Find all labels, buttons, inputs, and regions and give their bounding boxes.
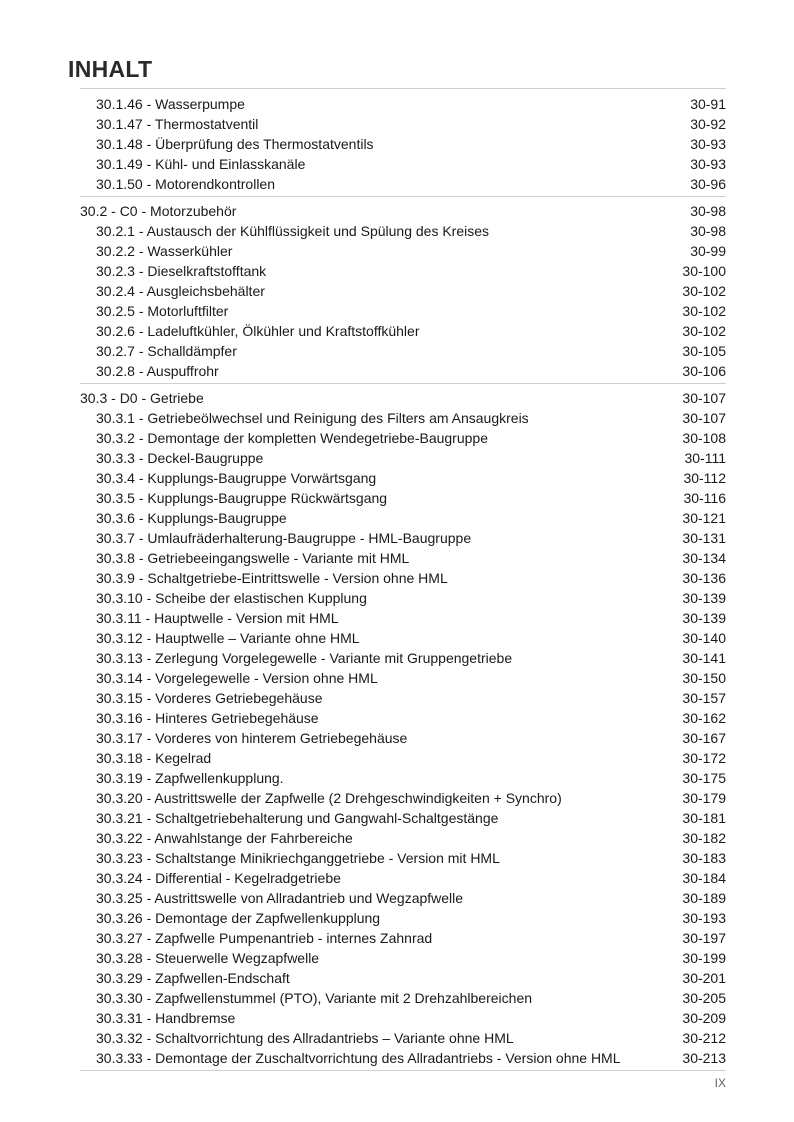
toc-entry[interactable] (80, 341, 726, 361)
toc-entry[interactable] (80, 528, 726, 548)
toc-entry[interactable] (80, 361, 726, 381)
toc-entry-title: 30.2.7 - Schalldämpfer (96, 343, 237, 359)
toc-entry[interactable] (80, 728, 726, 748)
toc-entry-page: 30-139 (682, 590, 726, 606)
toc-entry[interactable] (80, 968, 726, 988)
toc-entry-page: 30-102 (682, 283, 726, 299)
toc-entry[interactable] (80, 948, 726, 968)
toc-entry-page: 30-199 (682, 950, 726, 966)
toc-entry-page: 30-193 (682, 910, 726, 926)
toc-entry-title: 30.3.19 - Zapfwellenkupplung. (96, 770, 284, 786)
toc-entry[interactable] (80, 321, 726, 341)
toc-entry[interactable] (80, 468, 726, 488)
toc-entry-title: 30.3.23 - Schaltstange Minikriechganggetriebe - Version mit HML (96, 850, 500, 866)
toc-entry[interactable] (80, 301, 726, 321)
toc-entry[interactable] (80, 261, 726, 281)
toc-entry-page: 30-121 (682, 510, 726, 526)
toc-entry-page: 30-102 (682, 303, 726, 319)
toc-entry[interactable] (80, 808, 726, 828)
toc-entry-page: 30-105 (682, 343, 726, 359)
toc-entry-title: 30.3.30 - Zapfwellenstummel (PTO), Variante mit 2 Drehzahlbereichen (96, 990, 533, 1006)
toc-entry-page: 30-136 (682, 570, 726, 586)
toc-entry-title: 30.3.28 - Steuerwelle Wegzapfwelle (96, 950, 320, 966)
toc-entry[interactable] (80, 1048, 726, 1068)
toc-entry-page: 30-141 (682, 650, 726, 666)
toc-entry-title: 30.3.5 - Kupplungs-Baugruppe Rückwärtsgang (96, 490, 388, 506)
toc-entry-title: 30.3.3 - Deckel-Baugruppe (96, 450, 264, 466)
toc-entry-page: 30-197 (682, 930, 726, 946)
toc-entry-title: 30.1.48 - Überprüfung des Thermostatventils (96, 136, 374, 152)
toc-entry-page: 30-157 (682, 690, 726, 706)
toc-entry-page: 30-183 (682, 850, 726, 866)
toc-entry-title: 30.2.6 - Ladeluftkühler, Ölkühler und Kraftstoffkühler (96, 323, 420, 339)
toc-entry-page: 30-131 (682, 530, 726, 546)
toc-entry[interactable] (80, 428, 726, 448)
toc-entry-page: 30-92 (690, 116, 726, 132)
toc-entry-title: 30.3.26 - Demontage der Zapfwellenkupplung (96, 910, 381, 926)
toc-entry-title: 30.1.50 - Motorendkontrollen (96, 176, 275, 192)
toc-entry-title: 30.3.13 - Zerlegung Vorgelegewelle - Variante mit Gruppengetriebe (96, 650, 513, 666)
toc-entry-title: 30.2.4 - Ausgleichsbehälter (96, 283, 265, 299)
toc-entry-title: 30.3.20 - Austrittswelle der Zapfwelle (2 Drehgeschwindigkeiten + Synchro) (96, 790, 562, 806)
toc-entry[interactable] (80, 888, 726, 908)
toc-entry-page: 30-107 (682, 390, 726, 406)
toc-entry-page: 30-116 (683, 490, 726, 506)
toc-entry-page: 30-201 (682, 970, 726, 986)
page-title: INHALT (68, 56, 153, 82)
toc-entry[interactable] (80, 488, 726, 508)
toc-entry[interactable] (80, 548, 726, 568)
toc-entry[interactable] (80, 1028, 726, 1048)
toc-section (80, 197, 726, 384)
toc-entry[interactable] (80, 1008, 726, 1028)
toc-entry[interactable] (80, 408, 726, 428)
toc-entry-page: 30-139 (682, 610, 726, 626)
toc-entry-title: 30.2 - C0 - Motorzubehör (80, 203, 237, 219)
toc-entry-title: 30.3.12 - Hauptwelle – Variante ohne HML (96, 630, 360, 646)
toc-entry-page: 30-140 (682, 630, 726, 646)
toc-entry[interactable] (80, 174, 726, 194)
toc-entry-title: 30.3.7 - Umlaufräderhalterung-Baugruppe - HML-Baugruppe (96, 530, 472, 546)
toc-entry-title: 30.3 - D0 - Getriebe (80, 390, 204, 406)
toc-entry-page: 30-98 (690, 223, 726, 239)
toc-entry-title: 30.3.33 - Demontage der Zuschaltvorrichtung des Allradantriebs - Version ohne HML (96, 1050, 621, 1066)
toc-entry[interactable] (80, 928, 726, 948)
toc-entry[interactable] (80, 281, 726, 301)
toc-entry-title: 30.3.6 - Kupplungs-Baugruppe (96, 510, 287, 526)
toc-entry-page: 30-112 (683, 470, 726, 486)
toc-entry-page: 30-96 (690, 176, 726, 192)
toc-entry-title: 30.3.8 - Getriebeeingangswelle - Variante mit HML (96, 550, 410, 566)
toc-entry-page: 30-162 (682, 710, 726, 726)
toc-entry[interactable] (80, 868, 726, 888)
toc-entry[interactable] (80, 828, 726, 848)
toc-entry-title: 30.3.22 - Anwahlstange der Fahrbereiche (96, 830, 353, 846)
toc-entry-page: 30-106 (682, 363, 726, 379)
toc-entry[interactable] (80, 448, 726, 468)
toc-entry[interactable] (80, 608, 726, 628)
toc-entry-page: 30-100 (682, 263, 726, 279)
page-number: IX (714, 1076, 726, 1090)
toc-entry-title: 30.3.16 - Hinteres Getriebegehäuse (96, 710, 319, 726)
toc-entry[interactable] (80, 628, 726, 648)
toc-entry-title: 30.3.4 - Kupplungs-Baugruppe Vorwärtsgang (96, 470, 377, 486)
toc-entry[interactable] (80, 568, 726, 588)
table-of-contents (80, 88, 726, 1071)
toc-section (80, 89, 726, 197)
toc-entry[interactable] (80, 588, 726, 608)
toc-entry-title: 30.3.32 - Schaltvorrichtung des Allradantriebs – Variante ohne HML (96, 1030, 514, 1046)
toc-entry-title: 30.2.1 - Austausch der Kühlflüssigkeit und Spülung des Kreises (96, 223, 490, 239)
toc-entry-title: 30.3.21 - Schaltgetriebehalterung und Gangwahl-Schaltgestänge (96, 810, 499, 826)
toc-entry-title: 30.3.10 - Scheibe der elastischen Kupplung (96, 590, 367, 606)
toc-entry-page: 30-98 (690, 203, 726, 219)
toc-entry-page: 30-181 (682, 810, 726, 826)
toc-entry-title: 30.1.46 - Wasserpumpe (96, 96, 245, 112)
toc-entry-title: 30.3.29 - Zapfwellen-Endschaft (96, 970, 290, 986)
toc-entry[interactable] (80, 988, 726, 1008)
toc-entry-title: 30.3.11 - Hauptwelle - Version mit HML (96, 610, 339, 626)
toc-entry-title: 30.2.2 - Wasserkühler (96, 243, 233, 259)
toc-entry-title: 30.3.1 - Getriebeölwechsel und Reinigung des Filters am Ansaugkreis (96, 410, 529, 426)
toc-entry-page: 30-179 (682, 790, 726, 806)
toc-entry-title: 30.3.25 - Austrittswelle von Allradantrieb und Wegzapfwelle (96, 890, 464, 906)
toc-entry-page: 30-91 (690, 96, 726, 112)
toc-entry-page: 30-93 (690, 156, 726, 172)
toc-entry-page: 30-150 (682, 670, 726, 686)
toc-entry-title: 30.3.14 - Vorgelegewelle - Version ohne HML (96, 670, 378, 686)
toc-entry[interactable] (80, 788, 726, 808)
toc-section (80, 384, 726, 1071)
toc-entry-title: 30.2.3 - Dieselkraftstofftank (96, 263, 267, 279)
toc-entry[interactable] (80, 134, 726, 154)
toc-entry-title: 30.2.8 - Auspuffrohr (96, 363, 219, 379)
toc-entry-page: 30-189 (682, 890, 726, 906)
toc-entry[interactable] (80, 241, 726, 261)
toc-entry[interactable] (80, 688, 726, 708)
toc-entry-page: 30-172 (682, 750, 726, 766)
toc-section-heading[interactable] (80, 388, 726, 408)
toc-entry[interactable] (80, 708, 726, 728)
toc-entry-page: 30-209 (682, 1010, 726, 1026)
toc-entry-title: 30.3.31 - Handbremse (96, 1010, 236, 1026)
toc-entry-page: 30-184 (682, 870, 726, 886)
toc-entry[interactable] (80, 648, 726, 668)
toc-entry[interactable] (80, 848, 726, 868)
toc-entry[interactable] (80, 154, 726, 174)
toc-entry-title: 30.3.18 - Kegelrad (96, 750, 212, 766)
toc-entry-title: 30.2.5 - Motorluftfilter (96, 303, 229, 319)
toc-entry-title: 30.3.17 - Vorderes von hinterem Getriebegehäuse (96, 730, 408, 746)
toc-entry[interactable] (80, 768, 726, 788)
toc-entry[interactable] (80, 748, 726, 768)
toc-entry[interactable] (80, 114, 726, 134)
toc-entry-page: 30-182 (682, 830, 726, 846)
toc-entry-title: 30.3.15 - Vorderes Getriebegehäuse (96, 690, 323, 706)
toc-entry-page: 30-212 (682, 1030, 726, 1046)
toc-entry[interactable] (80, 908, 726, 928)
toc-entry-title: 30.1.47 - Thermostatventil (96, 116, 259, 132)
toc-entry-page: 30-111 (684, 450, 726, 466)
toc-entry-page: 30-108 (682, 430, 726, 446)
toc-entry[interactable] (80, 221, 726, 241)
toc-entry-title: 30.3.2 - Demontage der kompletten Wendegetriebe-Baugruppe (96, 430, 488, 446)
toc-entry-page: 30-205 (682, 990, 726, 1006)
toc-entry-page: 30-213 (682, 1050, 726, 1066)
toc-entry[interactable] (80, 668, 726, 688)
toc-entry-page: 30-93 (690, 136, 726, 152)
toc-entry-title: 30.3.24 - Differential - Kegelradgetriebe (96, 870, 341, 886)
toc-entry-page: 30-134 (682, 550, 726, 566)
toc-entry-title: 30.3.9 - Schaltgetriebe-Eintrittswelle - Version ohne HML (96, 570, 448, 586)
toc-entry-page: 30-107 (682, 410, 726, 426)
toc-entry-page: 30-175 (682, 770, 726, 786)
toc-section-heading[interactable] (80, 201, 726, 221)
toc-entry-page: 30-99 (690, 243, 726, 259)
toc-entry-page: 30-167 (682, 730, 726, 746)
toc-entry-title: 30.3.27 - Zapfwelle Pumpenantrieb - internes Zahnrad (96, 930, 433, 946)
toc-entry-page: 30-102 (682, 323, 726, 339)
toc-entry[interactable] (80, 94, 726, 114)
toc-entry-title: 30.1.49 - Kühl- und Einlasskanäle (96, 156, 306, 172)
toc-entry[interactable] (80, 508, 726, 528)
